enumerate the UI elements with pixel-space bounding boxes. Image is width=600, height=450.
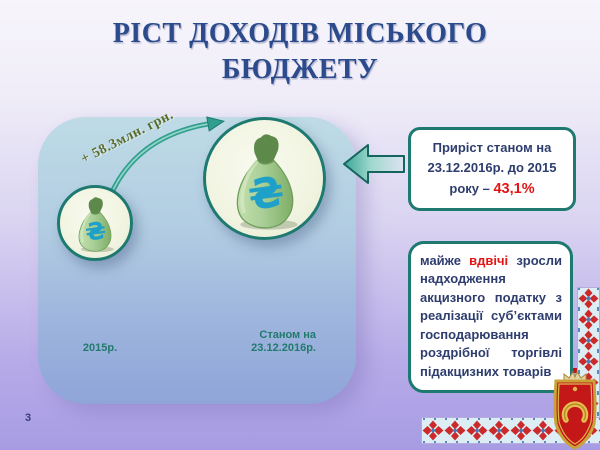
page-title	[0, 16, 600, 89]
growth-callout	[408, 127, 576, 211]
money-bag-circle-2015	[57, 185, 133, 261]
money-bag-circle-2016	[203, 117, 326, 240]
excise-text-before: майже	[420, 253, 470, 268]
page-number: 3	[25, 412, 32, 424]
excise-highlight: вдвічі	[469, 253, 509, 268]
money-bag-icon	[225, 127, 305, 231]
money-bag-icon	[72, 193, 118, 253]
hryvnia-symbol: ₴	[244, 165, 287, 220]
growth-amount-label: + 58.3млн. грн.	[78, 107, 177, 168]
page-title-line1: РІСТ ДОХОДІВ МІСЬКОГО	[112, 18, 488, 49]
date-2016-label-line2: 23.12.2016р.	[251, 342, 316, 354]
left-block-arrow-icon	[342, 142, 406, 186]
excise-text-after: зросли надходження акцизного податку з реалізації суб’єктами господарювання роздрібної торгівлі підакцизних товарів	[420, 253, 562, 379]
growth-callout-text	[417, 138, 567, 201]
page-title-line2: БЮДЖЕТУ	[221, 54, 379, 86]
date-2016-label-line1: Станом на	[259, 329, 316, 341]
growth-percentage-value: 43,1%	[493, 180, 535, 197]
date-2016-label	[238, 329, 316, 355]
growth-callout-prefix: Приріст станом на 23.12.2016р. до 2015 року –	[427, 139, 557, 196]
city-coat-of-arms-icon	[549, 368, 600, 450]
hryvnia-symbol: ₴	[83, 216, 108, 247]
year-2015-label: 2015р.	[82, 342, 118, 354]
